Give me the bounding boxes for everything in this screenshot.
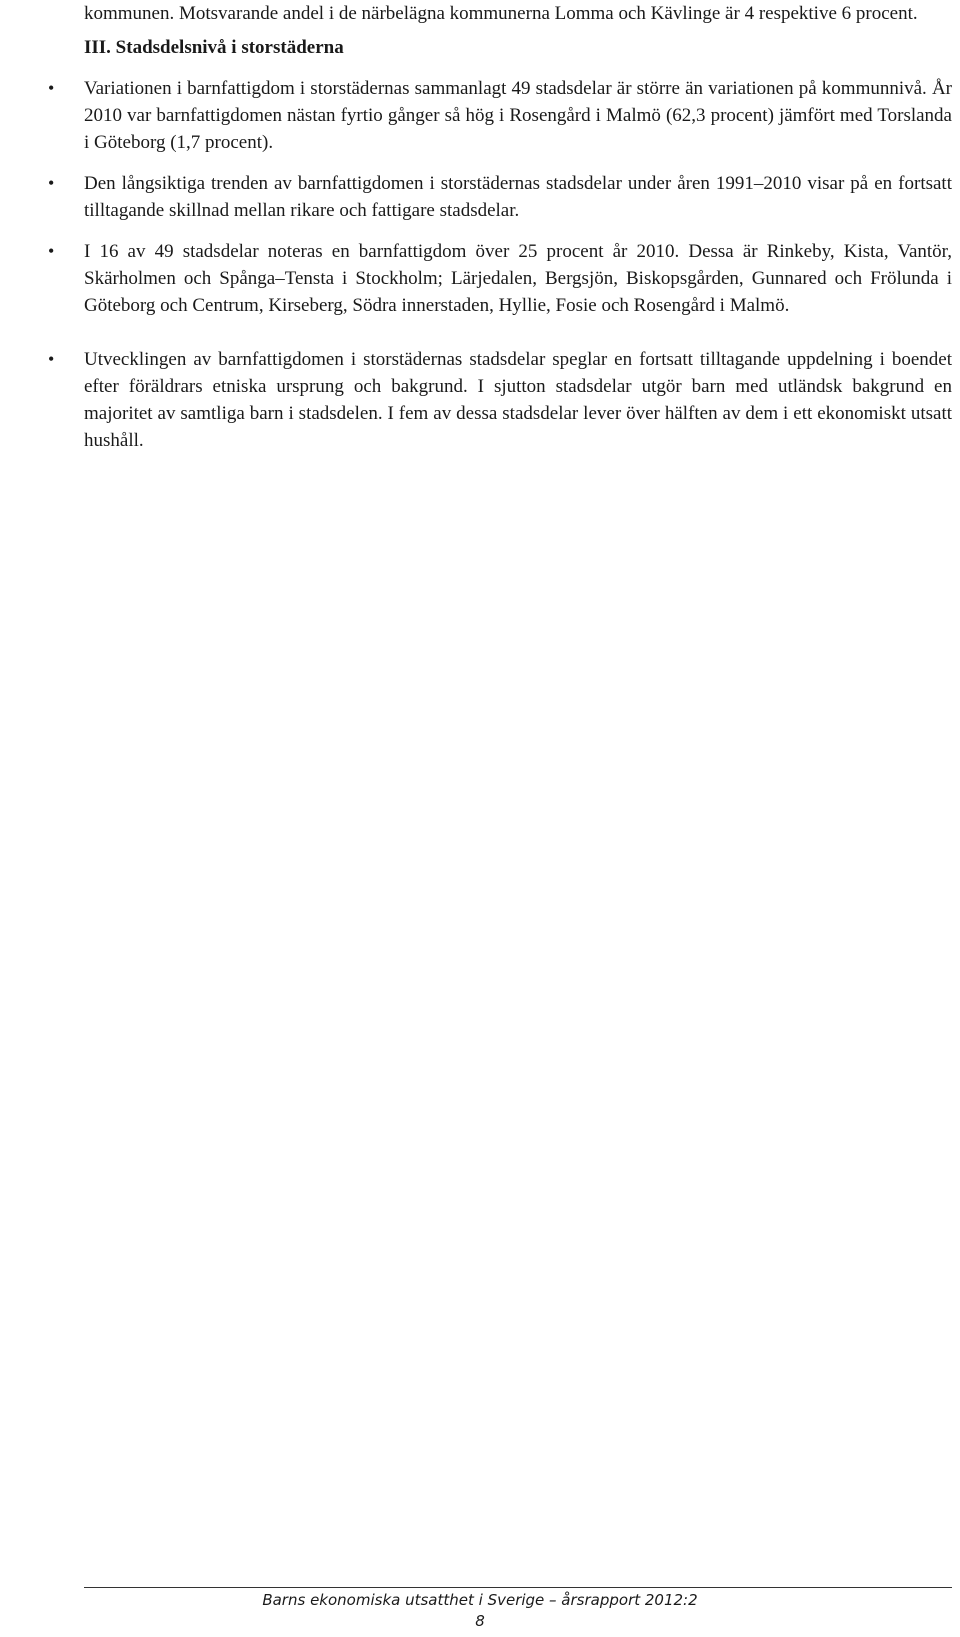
list-item — [48, 75, 952, 156]
list-item-text: Den långsiktiga trenden av barnfattigdomen i storstädernas stadsdelar under åren 1991–2010 visar på en fortsatt tilltagande skillnad mellan rikare och fattigare stadsdelar. — [84, 173, 952, 221]
bullet-icon: • — [48, 241, 55, 261]
footer-divider — [84, 1587, 952, 1588]
list-item — [48, 238, 952, 319]
footer-title: Barns ekonomiska utsatthet i Sverige – årsrapport 2012:2 — [262, 1591, 698, 1609]
list-item — [48, 346, 952, 454]
bullet-icon: • — [48, 173, 55, 193]
bullet-icon: • — [48, 78, 55, 98]
list-item-text: Variationen i barnfattigdom i storstädernas sammanlagt 49 stadsdelar är större än variationen på kommunnivå. År 2010 var barnfattigdomen nästan fyrtio gånger så hög i Rosengård i Malmö (62,3 procent) jämfört med Torslanda i Göteborg (1,7 procent). — [84, 78, 952, 153]
page-body — [48, 0, 952, 454]
list-item-text: I 16 av 49 stadsdelar noteras en barnfattigdom över 25 procent år 2010. Dessa är Rinkeby, Kista, Vantör, Skärholmen och Spånga–Tensta i Stockholm; Lärjedalen, Bergsjön, Biskopsgården, Gunnared och Frölunda i Göteborg och Centrum, Kirseberg, Södra innerstaden, Hyllie, Fosie och Rosengård i Malmö. — [84, 241, 952, 316]
list-item — [48, 170, 952, 224]
section-heading: III. Stadsdelsnivå i storstäderna — [84, 37, 344, 58]
bullet-icon: • — [48, 349, 55, 369]
continuation-paragraph: kommunen. Motsvarande andel i de närbelägna kommunerna Lomma och Kävlinge är 4 respektive 6 procent. — [84, 3, 918, 24]
bullet-list — [48, 75, 952, 454]
page-footer — [0, 1590, 960, 1632]
page-number: 8 — [475, 1612, 485, 1630]
list-item-text: Utvecklingen av barnfattigdomen i storstädernas stadsdelar speglar en fortsatt tilltagande uppdelning i boendet efter föräldrars etniska ursprung och bakgrund. I sjutton stadsdelar utgör barn med utländsk bakgrund en majoritet av samtliga barn i stadsdelen. I fem av dessa stadsdelar lever över hälften av dem i ett ekonomiskt utsatt hushåll. — [84, 349, 952, 451]
